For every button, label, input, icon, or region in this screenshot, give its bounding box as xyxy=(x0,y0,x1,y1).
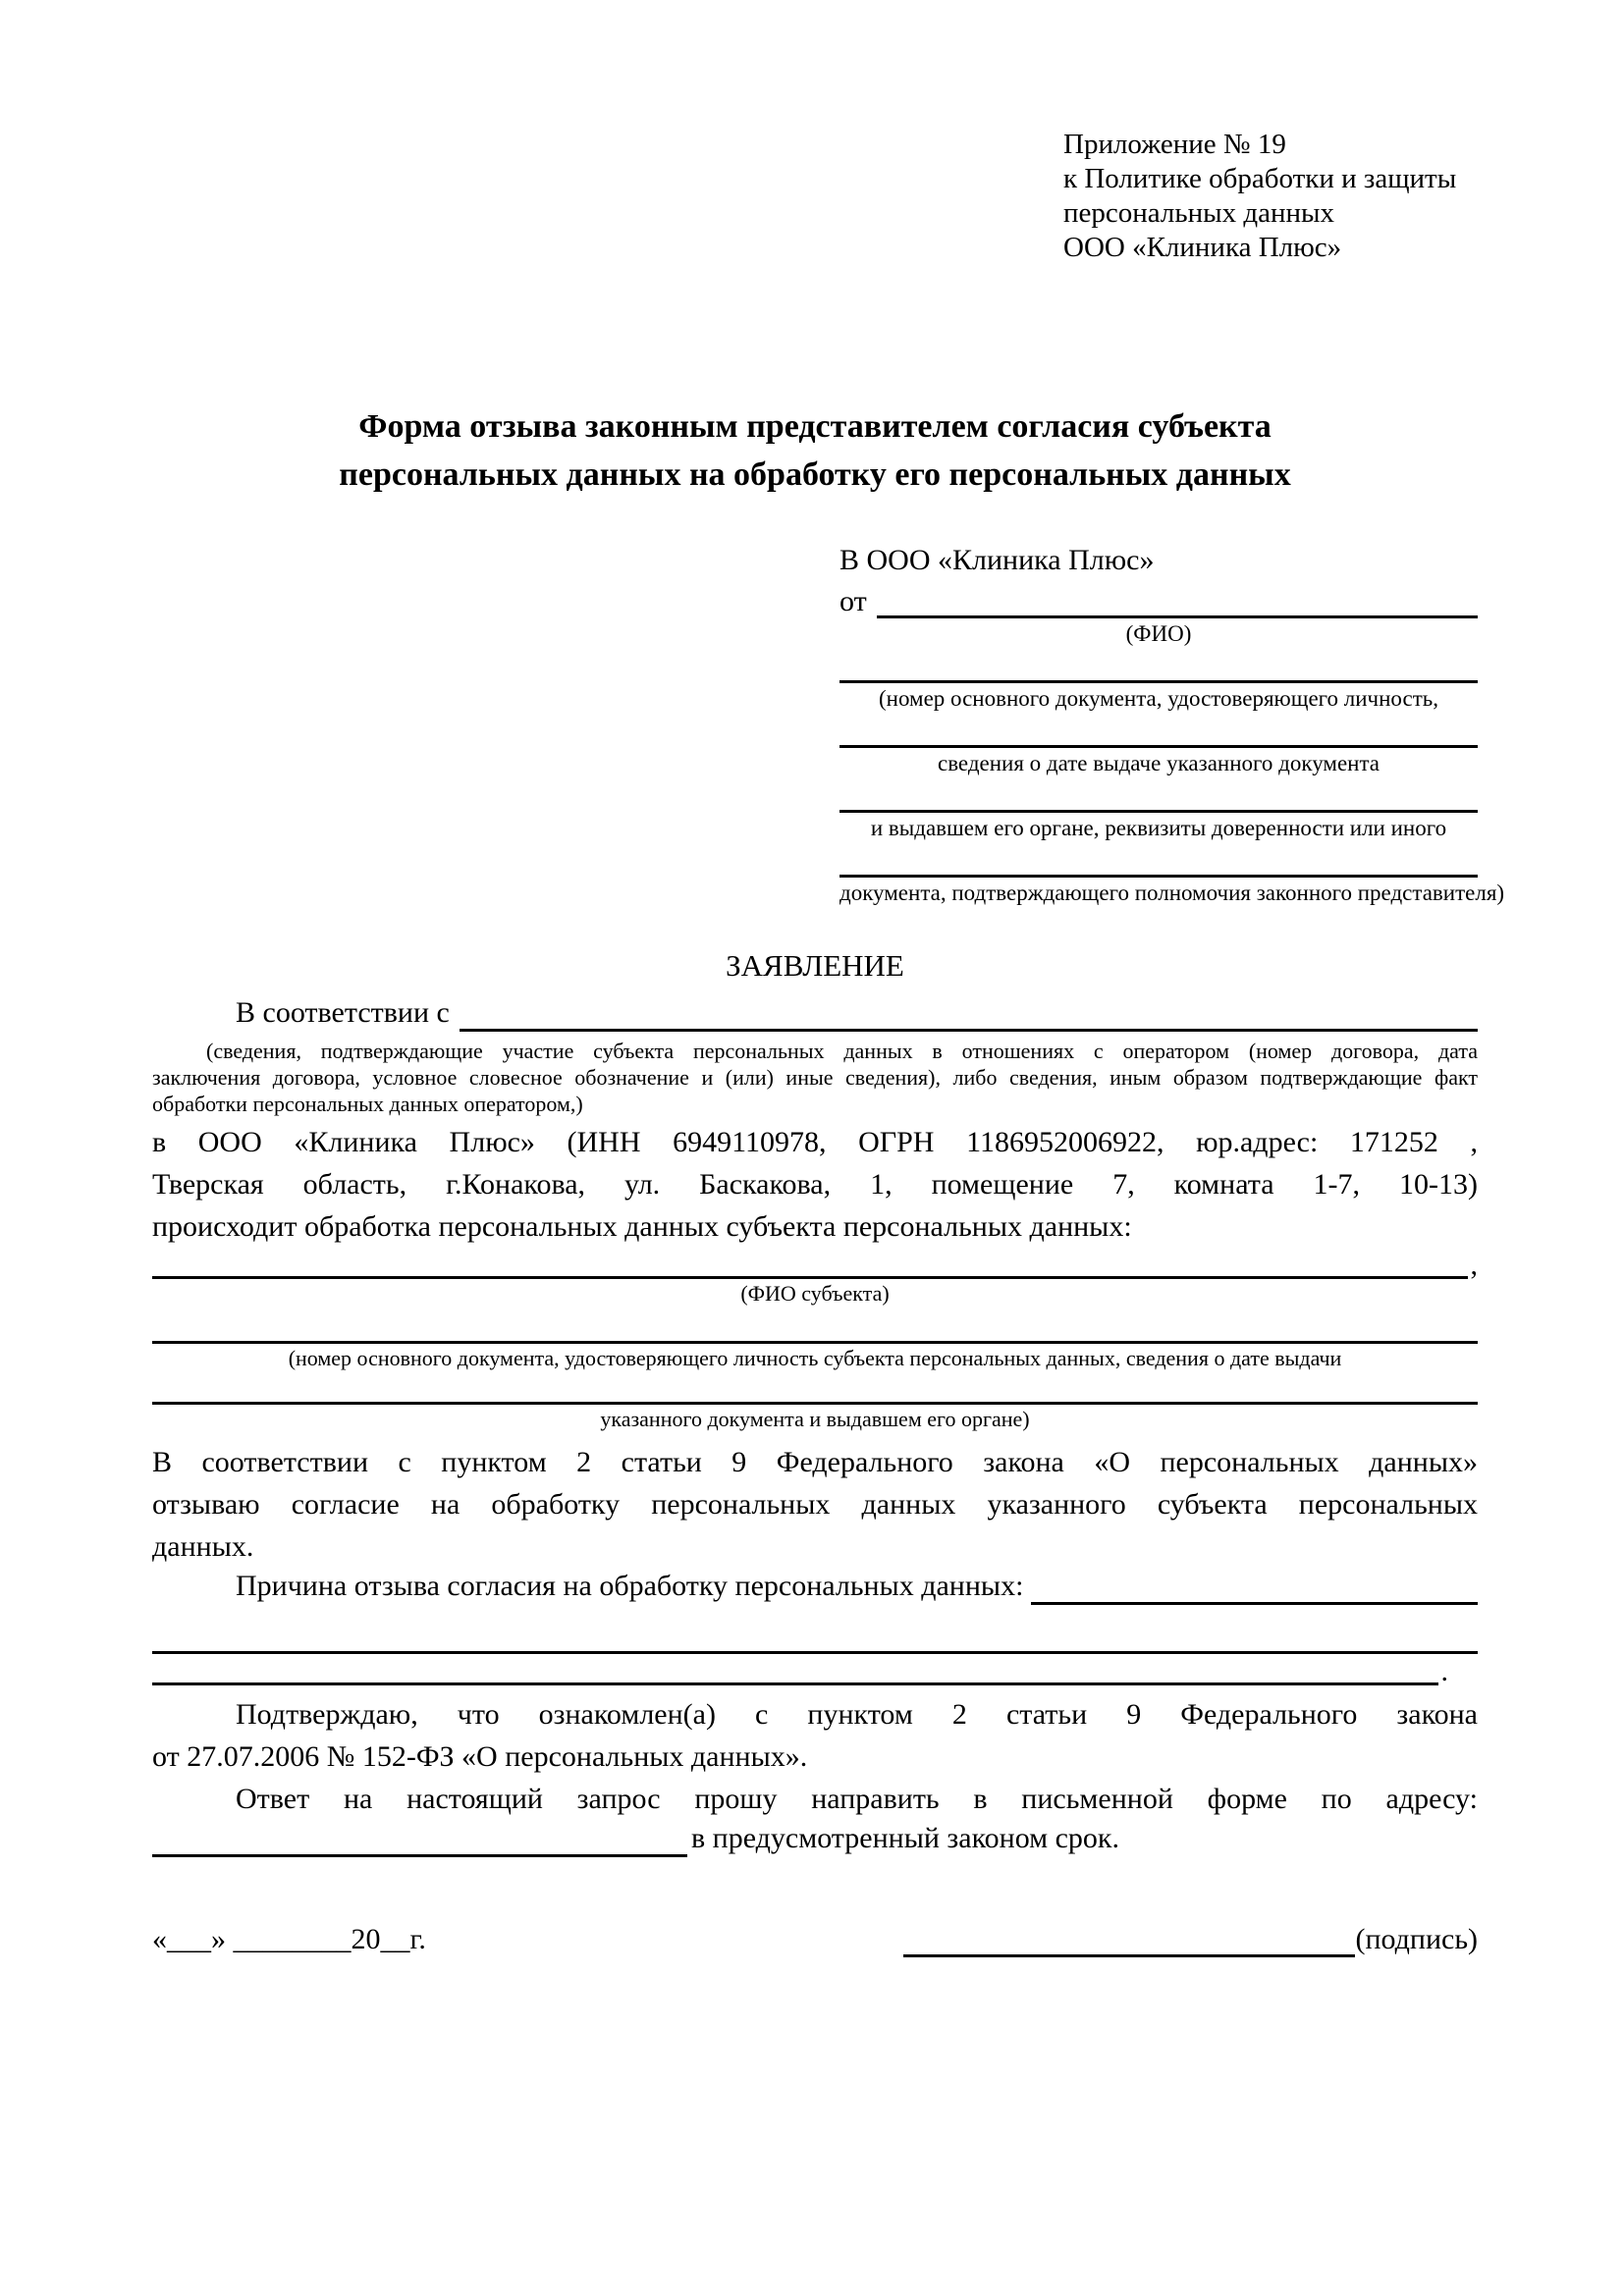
fio-blank-field xyxy=(877,585,1478,618)
subject-fio-blank-field xyxy=(152,1252,1468,1279)
blank-field-caption: указанного документа и выдавшем его органе) xyxy=(600,1407,1030,1431)
trailing-comma: , xyxy=(1470,1249,1478,1281)
blank-field xyxy=(839,680,1478,683)
blank-field xyxy=(152,1658,1438,1685)
representative-doc-field xyxy=(839,875,1505,906)
document-title-line: персональных данных на обработку его персональных данных xyxy=(339,456,1291,493)
reason-prefix: Причина отзыва согласия на обработку персональных данных: xyxy=(236,1570,1024,1602)
subject-doc-field xyxy=(152,1341,1478,1370)
addressee-block xyxy=(839,542,1505,906)
document-title-line: Форма отзыва законным представителем согласия субъекта xyxy=(358,408,1272,445)
confirmation-paragraph-line: от 27.07.2006 № 152-ФЗ «О персональных данных». xyxy=(152,1740,808,1773)
subject-fio-caption: (ФИО субъекта) xyxy=(740,1281,890,1306)
blank-field xyxy=(152,1627,1478,1654)
blank-field xyxy=(839,745,1478,748)
blank-field xyxy=(152,1341,1478,1344)
intro-prefix: В соответствии с xyxy=(236,996,450,1029)
subject-fio-row xyxy=(152,1249,1478,1281)
blank-field xyxy=(152,1402,1478,1405)
from-field-row xyxy=(839,585,1478,618)
document-content xyxy=(0,128,1624,1957)
signature-blank-field xyxy=(903,1925,1355,1957)
reply-request-suffix: в предусмотренный законом срок. xyxy=(691,1822,1119,1854)
blank-field xyxy=(839,810,1478,813)
fine-print-note xyxy=(152,1038,1478,1117)
operator-paragraph-line: в ООО «Клиника Плюс» (ИНН 6949110978, ОГРН 1186952006922, юр.адрес: 171252 , xyxy=(152,1126,1478,1158)
reply-address-row xyxy=(152,1820,1478,1857)
signature-block xyxy=(903,1922,1478,1957)
representative-doc-field xyxy=(839,810,1478,841)
signature-caption: (подпись) xyxy=(1355,1923,1478,1955)
representative-doc-field xyxy=(839,680,1478,712)
operator-paragraph-line: Тверская область, г.Конакова, ул. Баскакова, 1, помещение 7, комната 1-7, 10-13) xyxy=(152,1168,1478,1201)
withdrawal-paragraph-line: В соответствии с пунктом 2 статьи 9 Федерального закона «О персональных данных» xyxy=(152,1446,1478,1478)
blank-field xyxy=(839,875,1478,878)
document-title xyxy=(152,402,1478,499)
withdrawal-paragraph-line: отзываю согласие на обработку персональных данных указанного субъекта персональных xyxy=(152,1488,1478,1521)
annex-line: к Политике обработки и защиты xyxy=(1063,163,1457,194)
blank-field-caption: сведения о дате выдаче указанного документа xyxy=(937,751,1380,775)
confirmation-paragraph xyxy=(152,1693,1478,1778)
reason-blank-line xyxy=(152,1627,1478,1654)
annex-line: ООО «Клиника Плюс» xyxy=(1063,232,1342,263)
withdrawal-paragraph-line: данных. xyxy=(152,1530,254,1563)
fio-caption: (ФИО) xyxy=(1125,621,1192,646)
blank-field-caption: (номер основного документа, удостоверяющего личность субъекта персональных данных, сведения о дате выдачи xyxy=(288,1346,1342,1370)
fine-print-line: (сведения, подтверждающие участие субъекта персональных данных в отношениях с оператором (номер договора, дата xyxy=(206,1039,1478,1063)
representative-doc-field xyxy=(839,745,1478,776)
blank-field-caption: (номер основного документа, удостоверяющего личность, xyxy=(878,686,1438,711)
operator-paragraph-line: происходит обработка персональных данных субъекта персональных данных: xyxy=(152,1210,1132,1243)
withdrawal-paragraph xyxy=(152,1441,1478,1568)
reason-blank-line-end xyxy=(152,1655,1478,1687)
annex-line: Приложение № 19 xyxy=(1063,129,1286,160)
annex-line: персональных данных xyxy=(1063,197,1335,229)
trailing-period: . xyxy=(1440,1655,1448,1687)
basis-blank-field xyxy=(460,994,1478,1032)
reason-blank-field xyxy=(1031,1568,1478,1605)
reason-field-row xyxy=(152,1568,1478,1605)
fine-print-line: обработки персональных данных оператором,) xyxy=(152,1092,583,1116)
date-blank-line: «___» ________20__г. xyxy=(152,1923,426,1955)
blank-field-caption: и выдавшем его органе, реквизиты доверенности или иного xyxy=(870,816,1447,840)
reply-request-line: Ответ на настоящий запрос прошу направить в письменной форме по адресу: xyxy=(236,1783,1478,1815)
address-blank-field xyxy=(152,1820,687,1857)
subject-doc-field xyxy=(152,1402,1478,1431)
confirmation-paragraph-line: Подтверждаю, что ознакомлен(а) с пунктом 2 статьи 9 Федерального закона xyxy=(236,1698,1478,1731)
annex-reference-block xyxy=(1063,128,1478,265)
from-label: от xyxy=(839,585,867,617)
fine-print-line: заключения договора, условное словесное обозначение и (или) иные сведения), либо сведения, иным образом подтверждающие факт xyxy=(152,1065,1478,1090)
blank-field-caption: документа, подтверждающего полномочия законного представителя) xyxy=(839,881,1505,905)
intro-field-row xyxy=(152,994,1478,1032)
statement-heading: ЗАЯВЛЕНИЕ xyxy=(726,948,904,983)
addressee-organization: В ООО «Клиника Плюс» xyxy=(839,544,1155,576)
footer-row xyxy=(152,1922,1478,1957)
operator-paragraph xyxy=(152,1121,1478,1248)
